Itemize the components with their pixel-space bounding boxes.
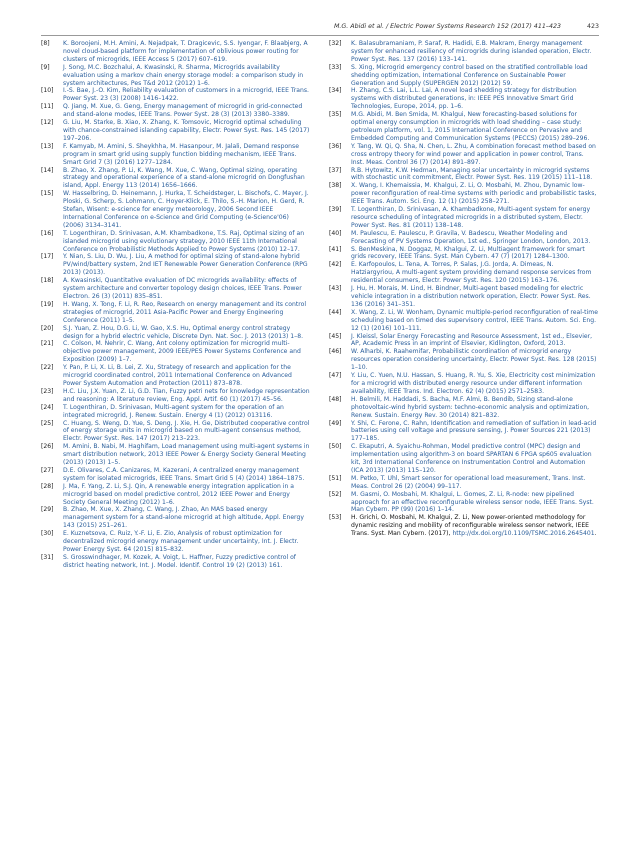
reference-number: [37]	[329, 166, 342, 174]
reference-link[interactable]: Y. Nian, S. Liu, D. Wu, J. Liu, A method for optimal sizing of stand-alone hybrid PV/wind/battery system, 2nd IET Renewable Power Generation Conference (RPG 2013) (2013).	[63, 253, 308, 277]
reference-number: [49]	[329, 419, 342, 427]
reference-number: [17]	[41, 253, 54, 261]
reference-item	[41, 301, 310, 325]
reference-number: [45]	[329, 332, 342, 340]
reference-item	[329, 475, 598, 491]
reference-item	[41, 253, 310, 277]
reference-item	[41, 143, 310, 167]
reference-link[interactable]: T. Logenthiran, D. Srinivasan, A.M. Khambadkone, T.S. Raj, Optimal sizing of an islanded microgrid using evolutionary strategy, 2010 IEEE 11th International Conference on Probabilistic Methods Applied to Power Systems (2010) 12–17.	[63, 229, 305, 253]
reference-item	[329, 443, 598, 475]
reference-item	[329, 309, 598, 333]
reference-item	[329, 333, 598, 349]
reference-item	[41, 388, 310, 404]
reference-link[interactable]: M. Amini, B. Nabi, M. Haghifam, Load management using multi-agent systems in smart distribution network, 2013 IEEE Power & Energy Society General Meeting (2013) (2013) 1–5.	[63, 443, 310, 467]
reference-item	[41, 420, 310, 444]
reference-item	[329, 182, 598, 206]
reference-number: [33]	[329, 63, 342, 71]
reference-number: [53]	[329, 514, 342, 522]
reference-link[interactable]: G. Liu, M. Starke, B. Xiao, X. Zhang, K. Tomsovic, Microgrid optimal scheduling with chance-constrained islanding capability, Electr. Power Syst. Res. 145 (2017) 197–206.	[63, 119, 310, 142]
reference-number: [43]	[329, 285, 342, 293]
reference-link[interactable]: C. Colson, M. Nehrir, C. Wang, Ant colony optimization for microgrid multi-objective power management, 2009 IEEE/PES Power Systems Conference and Exposition (2009) 1–7.	[63, 340, 301, 364]
reference-item	[329, 372, 598, 396]
reference-link[interactable]: C. Ekaputri, A. Syaichu-Rohman, Model predictive control (MPC) design and implementation using algorithm-3 on board SPARTAN 6 FPGA sp605 evaluation kit, 3rd International Conference on Instrumentation Control and Automation (ICA 2013) (2013) 115–120.	[351, 443, 592, 474]
reference-link[interactable]: S.J. Yuan, Z. Hou, D.G. Li, W. Gao, X.S. Hu, Optimal energy control strategy design for a hybrid electric vehicle, Discrete Dyn. Nat. Soc. J. 2013 (2013) 1–8.	[63, 324, 304, 340]
references-left-column	[41, 40, 310, 570]
reference-link[interactable]: Y. Liu, C. Yuen, N.U. Hassan, S. Huang, R. Yu, S. Xie, Electricity cost minimization for a microgrid with distributed energy resource under different information availability, IEEE Trans. Ind. Electron. 62 (4) (2015) 2571–2583.	[351, 372, 596, 395]
reference-item	[329, 285, 598, 309]
reference-link[interactable]: K. Boroojeni, M.H. Amini, A. Nejadpak, T. Dragicevic, S.S. Iyengar, F. Blaabjerg, A novel cloud-based platform for implementation of oblivious power routing for clusters of microgrids, IEEE Access 5 (2017) 607–619.	[63, 40, 308, 63]
reference-link[interactable]: H. Wang, X. Tong, F. Li, R. Reo, Research on energy management and its control strategies of microgrid, 2011 Asia-Pacific Power and Energy Engineering Conference (2011) 1–5.	[63, 300, 307, 324]
reference-link[interactable]: I.-S. Bae, J.-O. Kim, Reliability evaluation of customers in a microgrid, IEEE Trans. Power Syst. 23 (3) (2008) 1416–1422.	[63, 87, 309, 103]
reference-item	[329, 246, 598, 262]
reference-link[interactable]: J. Song, M.C. Bozchalui, A. Kwasinski, R. Sharma, Microgrids availability evaluation using a markov chain energy storage model: a comparison study in system architectures, Pes T&d 2012 (2012) 1–6.	[63, 63, 304, 87]
reference-number: [12]	[41, 119, 54, 127]
reference-number: [48]	[329, 395, 342, 403]
reference-number: [52]	[329, 490, 342, 498]
reference-item	[329, 206, 598, 230]
reference-item	[329, 143, 598, 167]
references-right-column	[329, 40, 598, 538]
journal-citation: M.G. Abidi et al. / Electric Power Systems Research 152 (2017) 411–423	[333, 23, 561, 30]
reference-link[interactable]: T. Logenthiran, D. Srinivasan, A. Khambadkone, Multi-agent system for energy resource scheduling of integrated microgrids in a distributed system, Electr. Power Syst. Res. 81 (2011) 138–148.	[351, 206, 591, 229]
reference-link[interactable]: Y. Tang, W. Qi, Q. Sha, N. Chen, L. Zhu, A combination forecast method based on cross entropy theory for wind power and application in power control, Trans. Inst. Meas. Control 36 (7) (2014) 891–897.	[351, 142, 596, 166]
reference-link[interactable]: J. Hu, H. Morais, M. Lind, H. Bindner, Multi-agent based modeling for electric vehicle integration in a distribution network operation, Electr. Power Syst. Res. 136 (2016) 341–351.	[351, 285, 591, 308]
reference-item	[329, 348, 598, 372]
reference-number: [21]	[41, 340, 54, 348]
reference-number: [14]	[41, 166, 54, 174]
reference-item	[329, 40, 598, 64]
reference-link[interactable]: M.G. Abidi, M. Ben Smida, M. Khalgui, New forecasting-based solutions for optimal energy consumption in microgrids with load shedding – case study: petroleum platform, vol. 1, 2015 International Conference on Pervasive and Embedded Computing and Communication Systems (PECCS) (2015) 289–296.	[351, 111, 590, 142]
reference-link[interactable]: Q. Jiang, M. Xue, G. Geng, Energy management of microgrid in grid-connected and stand-alone modes, IEEE Trans. Power Syst. 28 (3) (2013) 3380–3389.	[63, 103, 303, 119]
reference-number: [40]	[329, 229, 342, 237]
reference-number: [18]	[41, 277, 54, 285]
reference-number: [34]	[329, 87, 342, 95]
reference-item	[41, 167, 310, 191]
reference-number: [10]	[41, 87, 54, 95]
reference-link[interactable]: M. Paulescu, E. Paulescu, P. Gravila, V. Badescu, Weather Modeling and Forecasting of PV Systems Operation, 1st ed., Springer London, London, 2013.	[351, 229, 591, 245]
reference-item	[41, 554, 310, 570]
reference-link[interactable]: Y. Shi, C. Ferone, C. Rahn, Identification and remediation of sulfation in lead-acid batteries using cell voltage and pressure sensing, J. Power Sources 221 (2013) 177–185.	[351, 419, 597, 443]
reference-number: [51]	[329, 474, 342, 482]
reference-link[interactable]: R.B. Hytowitz, K.W. Hedman, Managing solar uncertainty in microgrid systems with stochastic unit commitment, Electr. Power Syst. Res. 119 (2015) 111–118.	[351, 166, 593, 182]
reference-item	[41, 40, 310, 64]
reference-number: [23]	[41, 387, 54, 395]
reference-link[interactable]: H. Belmili, M. Haddadi, S. Bacha, M.F. Almi, B. Bendib, Sizing stand-alone photovoltaic-wind hybrid system: techno-economic analysis and optimization, Renew. Sustain. Energy Rev. 30 (2014) 821–832.	[351, 395, 590, 419]
reference-number: [16]	[41, 229, 54, 237]
reference-item	[41, 325, 310, 341]
reference-number: [25]	[41, 419, 54, 427]
reference-item	[329, 111, 598, 143]
reference-item	[329, 167, 598, 183]
reference-item	[41, 483, 310, 507]
reference-item	[329, 261, 598, 285]
reference-number: [20]	[41, 324, 54, 332]
reference-number: [24]	[41, 403, 54, 411]
reference-item	[41, 277, 310, 301]
reference-number: [8]	[41, 40, 50, 47]
reference-link[interactable]: Y. Pan, P. Li, X. Li, B. Lei, Z. Xu, Strategy of research and application for the microgrid coordinated control, 2011 International Conference on Advanced Power System Automation and Protection (2011) 873–878.	[63, 364, 292, 387]
reference-number: [39]	[329, 206, 342, 214]
reference-number: [19]	[41, 300, 54, 308]
reference-link[interactable]: X. Wang, I. Khemaissia, M. Khalgui, Z. Li, O. Mosbahi, M. Zhou, Dynamic low-power reconfiguration of real-time systems with periodic and probabilistic tasks, IEEE Trans. Autom. Sci. Eng. 12 (1) (2015) 258–271.	[351, 182, 597, 206]
reference-number: [26]	[41, 443, 54, 451]
reference-item	[41, 467, 310, 483]
reference-link[interactable]: D.E. Olivares, C.A. Canizares, M. Kazerani, A centralized energy management system for isolated microgrids, IEEE Trans. Smart Grid 5 (4) (2014) 1864–1875.	[63, 466, 305, 482]
reference-link[interactable]: S. Grosswindhager, M. Kozek, A. Voigt, L. Haffner, Fuzzy predictive control of district heating network, Int. J. Model. Identif. Control 19 (2) (2013) 161.	[63, 553, 296, 569]
reference-number: [38]	[329, 182, 342, 190]
reference-number: [46]	[329, 348, 342, 356]
page-number: 423	[586, 23, 599, 30]
reference-item	[41, 404, 310, 420]
reference-item	[41, 340, 310, 364]
reference-doi-link[interactable]: http://dx.doi.org/10.1109/TSMC.2016.2645401	[452, 530, 595, 538]
reference-item	[41, 506, 310, 530]
reference-link[interactable]: S. Xing, Microgrid emergency control based on the stratified controllable load shedding optimization, International Conference on Sustainable Power Generation and Supply (SUPERGEN 2012) (2012) 59.	[351, 63, 588, 87]
reference-link[interactable]: F. Kamyab, M. Amini, S. Sheykhha, M. Hasanpour, M. Jalali, Demand response program in smart grid using supply function bidding mechanism, IEEE Trans. Smart Grid 7 (3) (2016) 1277–1284.	[63, 142, 299, 166]
reference-number: [35]	[329, 111, 342, 119]
reference-link[interactable]: T. Logenthiran, D. Srinivasan, Multi-agent system for the operation of an integrated microgrid, J. Renew. Sustain. Energy 4 (1) (2012) 013116.	[63, 403, 284, 419]
reference-number: [30]	[41, 530, 54, 538]
reference-item	[329, 230, 598, 246]
reference-item	[329, 420, 598, 444]
reference-number: [50]	[329, 443, 342, 451]
reference-item	[329, 64, 598, 88]
reference-item	[329, 396, 598, 420]
reference-number: [27]	[41, 466, 54, 474]
reference-item	[41, 64, 310, 88]
reference-link[interactable]: E. Karfopoulos, L. Tena, A. Torres, P. Salas, J.G. Jorda, A. Dimeas, N. Hatziargyriou, A multi-agent system providing demand response services from residential consumers, Electr. Power Syst. Res. 120 (2015) 163–176.	[351, 261, 592, 285]
reference-item	[41, 119, 310, 143]
reference-link[interactable]: K. Balasubramaniam, P. Saraf, R. Hadidi, E.B. Makram, Energy management system for enhanced resiliency of microgrids during islanded operation, Electr. Power Syst. Res. 137 (2016) 133–141.	[351, 40, 592, 63]
reference-link[interactable]: M. Petko, T. Uhl, Smart sensor for operational load measurement, Trans. Inst. Meas. Control 26 (2) (2004) 99–117.	[351, 474, 586, 490]
reference-number: [29]	[41, 506, 54, 514]
reference-item	[41, 103, 310, 119]
reference-link[interactable]: B. Zhao, X. Zhang, P. Li, K. Wang, M. Xue, C. Wang, Optimal sizing, operating strategy and operational experience of a stand-alone microgrid on Dongfushan island, Appl. Energy 113 (2014) 1656–1666.	[63, 166, 305, 190]
reference-link[interactable]: S. BenMeskina, N. Doggaz, M. Khalgui, Z. Li, Multiagent framework for smart grids recovery, IEEE Trans. Syst. Man Cybern. 47 (7) (2017) 1284–1300.	[351, 245, 585, 261]
header-divider	[41, 35, 599, 36]
reference-text: H. Grichi, O. Mosbahi, M. Khalgui, Z. Li, New power-oriented methodology for dynamic resizing and mobility of reconfigurable wireless sensor network, IEEE Trans. Syst. Man Cybern. (2017),	[351, 514, 590, 538]
reference-link[interactable]: J. Kleissl, Solar Energy Forecasting and Resource Assessment, 1st ed., Elsevier, AP, Academic Press in an imprint of Elsevier, Kidlington, Oxford, 2013.	[351, 332, 593, 348]
reference-number: [31]	[41, 553, 54, 561]
reference-number: [13]	[41, 142, 54, 150]
reference-link[interactable]: W. Alharbi, K. Raahemifar, Probabilistic coordination of microgrid energy resources operation considering uncertainty, Electr. Power Syst. Res. 128 (2015) 1–10.	[351, 348, 597, 372]
reference-link[interactable]: A. Kwasinski, Quantitative evaluation of DC microgrids availability: effects of system architecture and converter topology design choices, IEEE Trans. Power Electron. 26 (3) (2011) 835–851.	[63, 277, 302, 300]
reference-link[interactable]: H. Zhang, C.S. Lai, L.L. Lai, A novel load shedding strategy for distribution systems with distributed generations, in: IEEE PES Innovative Smart Grid Technologies, Europe, 2014, pp. 1–6.	[351, 87, 577, 111]
reference-number: [15]	[41, 190, 54, 198]
reference-item	[329, 491, 598, 515]
reference-link[interactable]: J. Ma, F. Yang, Z. Li, S.J. Qin, A renewable energy integration application in a microgrid based on model predictive control, 2012 IEEE Power and Energy Society General Meeting (2012) 1–6.	[63, 482, 295, 506]
reference-number: [47]	[329, 372, 342, 380]
reference-number: [41]	[329, 245, 342, 253]
reference-number: [44]	[329, 308, 342, 316]
reference-item	[41, 190, 310, 230]
reference-item	[329, 514, 598, 538]
reference-item	[41, 443, 310, 467]
reference-item	[41, 530, 310, 554]
reference-item	[41, 364, 310, 388]
reference-end-punctuation: .	[594, 530, 597, 538]
reference-item	[329, 87, 598, 111]
reference-item	[41, 87, 310, 103]
reference-link[interactable]: E. Kuznetsova, C. Ruiz, Y.-F. Li, E. Zio, Analysis of robust optimization for decentralized microgrid energy management under uncertainty, Int. J. Electr. Power Energy Syst. 64 (2015) 815–832.	[63, 530, 299, 553]
reference-number: [11]	[41, 103, 54, 111]
reference-number: [9]	[41, 63, 50, 71]
reference-link[interactable]: W. Hasselbring, D. Heinemann, J. Hurka, T. Scheidsteger, L. Bischofs, C. Mayer, J. Ploski, G. Scherp, S. Lohmann, C. Hoyer-Klick, E. Thilo, S.-H. Marion, H. Gerd, R. Stefan, Wisent: e-science for energy meteorology, 2006 Second IEEE International Conference on e-Science and Grid Computing (e-Science'06) (2006) 3134–3141.	[63, 190, 309, 229]
reference-link[interactable]: H.C. Liu, J.X. Yuan, Z. Li, G.D. Tian, Fuzzy petri nets for knowledge representation and reasoning: A literature review, Eng. Appl. Artif. 60 (1) (2017) 45–56.	[63, 387, 310, 403]
reference-number: [32]	[329, 40, 342, 47]
reference-link[interactable]: C. Huang, S. Weng, D. Yue, S. Deng, J. Xie, H. Ge, Distributed cooperative control of energy storage units in microgrid based on multi-agent consensus method, Electr. Power Syst. Res. 147 (2017) 213–223.	[63, 419, 310, 443]
reference-item	[41, 230, 310, 254]
reference-number: [36]	[329, 142, 342, 150]
reference-number: [42]	[329, 261, 342, 269]
reference-number: [22]	[41, 364, 54, 372]
reference-link[interactable]: B. Zhao, M. Xue, X. Zhang, C. Wang, J. Zhao, An MAS based energy management system for a stand-alone microgrid at high altitude, Appl. Energy 143 (2015) 251–261.	[63, 506, 304, 530]
reference-link[interactable]: M. Gasmi, O. Mosbahi, M. Khalgui, L. Gomes, Z. Li, R-node: new pipelined approach for an effective reconfigurable wireless sensor node, IEEE Trans. Syst. Man Cybern. PP (99) (2016) 1–14.	[351, 490, 594, 514]
reference-number: [28]	[41, 482, 54, 490]
reference-link[interactable]: X. Wang, Z. Li, W. Wonham, Dynamic multiple-period reconfiguration of real-time scheduling based on timed des supervisory control, IEEE Trans. Autom. Sci. Eng. 12 (1) (2016) 101–111.	[351, 308, 598, 332]
